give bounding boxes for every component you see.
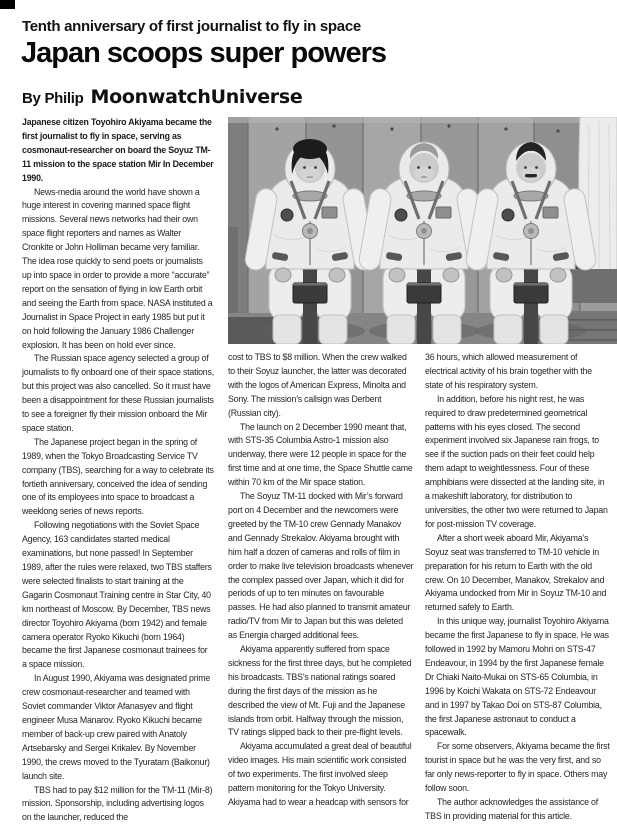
paragraph: The Russian space agency selected a group of journalists to fly onboard one of their space stations, but this project was also cancelled. So it must have been a disappointment for these Russian journalists to see a foreigner fly their mission onboard the Mir space station. [22,353,214,433]
byline-prefix: By Philip [22,90,84,107]
paragraph: After a short week aboard Mir, Akiyama’s Soyuz seat was transferred to TM-10 vehicle in preparation for his return to Earth with the old crew. On 10 December, Manakov, Strekalov and Akiyama undocked from Mir in Soyuz TM-10 and returned safely to Earth. [425,532,607,613]
crew-photo-illustration [228,117,617,344]
paragraph: The Japanese project began in the spring of 1989, when the Tokyo Broadcasting Service TV company (TBS), searching for a way to celebrate its fortieth anniversary, conceived the idea of sending one of its employees into space to broadcast a weeklong series of news reports. [22,436,214,517]
soyuz-crew-photo [228,117,617,344]
lead-paragraph: Japanese citizen Toyohiro Akiyama became the first journalist to fly in space, serving as cosmonaut-researcher on board the Soyuz TM-11 mission to the space station Mir In December 1990. [22,117,214,183]
paragraph: The launch on 2 December 1990 meant that, with STS-35 Columbia Astro-1 mission also underway, there were 12 people in space for the first time and at one time, the Space Shuttle came within 70 km of the Mir space station. [228,421,413,488]
article-kicker: Tenth anniversary of first journalist to fly in space [22,18,361,35]
article-title: Japan scoops super powers [21,37,387,69]
paragraph: The Soyuz TM-11 docked with Mir’s forward port on 4 December and the newcomers were greeted by the TM-10 crew Gennady Manakov and Gennady Strekalov. Akiyama brought with him half a dozen of cameras and rolls of film in order to make live television broadcasts whenever the complex passed over Japan, which it did for periods of up to ten minutes on favourable passes. He had also planned to transmit amateur radio/TV from Mir to Japan but this was deleted as Energia charged additional fees. [228,491,414,641]
paragraph: cost to TBS to $8 million. When the crew walked to their Soyuz launcher, the latter was decorated with the logos of American Express, Minolta and Sony. The mission’s callsign was Derbent (Russian city). [228,352,407,418]
article-byline [22,86,582,108]
paragraph: The author acknowledges the assistance of TBS in providing material for this article. [425,797,598,821]
paragraph: 36 hours, which allowed measurement of electrical activity of his brain together with the state of his respiratory system. [425,352,592,390]
paragraph: TBS had to pay $12 million for the TM-11 (Mir-8) mission. Sponsorship, including advertising logos on the launcher, reduced the [22,784,213,823]
paragraph: News-media around the world have shown a huge interest in covering manned space flight missions. Several news networks had their own space flight reporters and names as Walter Cronkite or John Holliman became very familiar. The idea rose quickly to send poets or journalists up into space in order to provide a more “accurate” report on the sensation of flying in low Earth orbit and seeing the Earth from space. NASA instituted a Journalist in Space Project in early 1985 but put it on hold following the January 1986 Challenger explosion. It has been on hold ever since. [22,186,213,350]
byline-author-name: MoonwatchUniverse [90,86,303,108]
text-column-2 [228,351,414,810]
text-column-3 [425,351,611,824]
paragraph: Akiyama accumulated a great deal of beautiful video images. His main scientific work consisted of two experiments. The first involved sleep pattern monitoring for the Tokyo University. Akiyama had to wear a headcap with sensors for [228,741,412,807]
text-column-1 [22,116,214,825]
paragraph: In August 1990, Akiyama was designated prime crew cosmonaut-researcher and teamed with Soviet commander Viktor Afanasyev and flight engineer Musa Manarov. Ryoko Kikuchi became member of back-up crew paired with Anatoly Artsebarsky and Sergei Krikalev. By November 1990, the crews moved to the Tyuratam (Baikonur) launch site. [22,673,211,781]
paragraph: Akiyama apparently suffered from space sickness for the first three days, but he completed his broadcasts. TBS’s national ratings soared during the first days of the mission as he described the view of Mt. Fuji and the Japanese islands from orbit. Halfway through the mission, TV ratings slipped back to their pre-flight levels. [228,644,412,738]
paragraph: Following negotiations with the Soviet Space Agency, 163 candidates started medical examinations, but none passed! In September 1989, after the rules were relaxed, two TBS staffers were selected finalists to start training at the Gagarin Cosmonaut Training centre in Star City, 40 km northeast of Moscow. By December, TBS news director Toyohiro Akiyama (born 1942) and female camera operator Ryoko Kikuchi (born 1964) became the first Japanese cosmonaut trainees for a space mission. [22,520,212,670]
page-corner-mark [0,0,15,9]
paragraph: In this unique way, journalist Toyohiro Akiyama became the first Japanese to fly in space. He was followed in 1992 by Mamoru Mohri on STS-47 Endeavour, in 1994 by the first Japanese female Dr Chiaki Naito-Mukai on STS-65 Columbia, in 1996 by Koichi Wakata on STS-72 Endeavour and in 1997 by Takao Doi on STS-87 Columbia, the first Japanese astronaut to conduct a spacewalk. [425,616,609,738]
paragraph: In addition, before his night rest, he was required to draw predetermined geometrical patterns with his eyes closed. The second experiment involved six Japanese rain frogs, to see if the suction pads on their feet could help them adapt to weightlessness. Four of these amphibians were dissected at the landing site, in a makeshift laboratory, for distribution to universities, the other two were returned to Japan for post-mission TV coverage. [425,393,608,529]
paragraph: For some observers, Akiyama became the first tourist in space but he was the very first, and so far only news-reporter to fly in space. Others may follow soon. [425,741,610,794]
